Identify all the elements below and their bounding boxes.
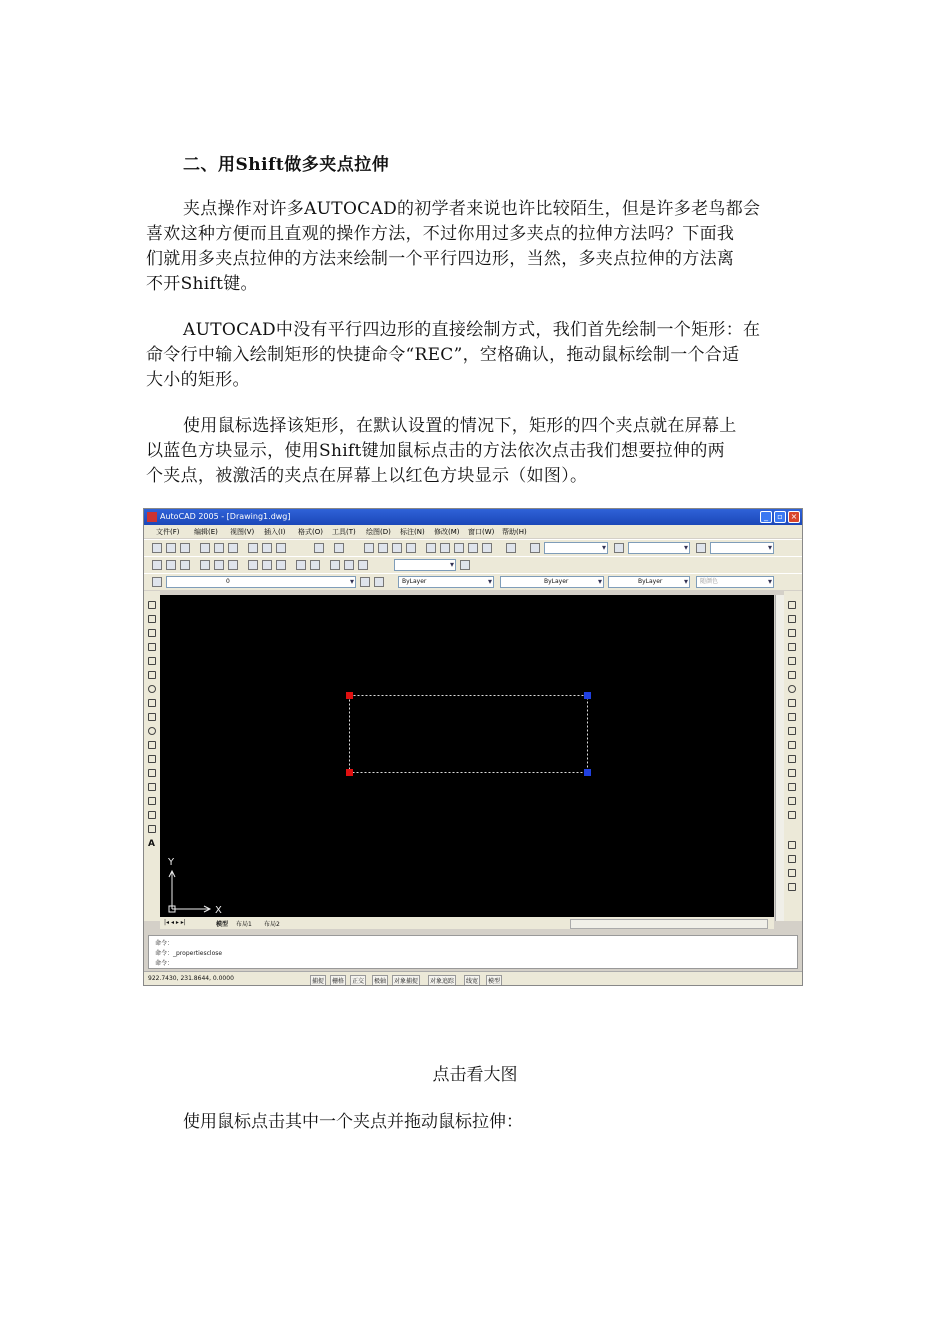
ucs-icon bbox=[169, 871, 210, 912]
p1-line: 夹点操作对许多AUTOCAD的初学者来说也许比较陌生，但是许多老鸟都会 bbox=[183, 199, 761, 219]
polygon-icon[interactable] bbox=[148, 643, 156, 651]
radius-dim-icon[interactable] bbox=[200, 560, 210, 570]
p1-line: 喜欢这种方便而且直观的操作方法，不过你用过多夹点的拉伸方法吗？下面我 bbox=[146, 224, 735, 244]
bring-above-icon[interactable] bbox=[788, 883, 796, 891]
dim-style-combo-2[interactable] bbox=[394, 559, 456, 571]
polyline-icon[interactable] bbox=[148, 629, 156, 637]
p3-line: 以蓝色方块显示，使用Shift键加鼠标点击的方法依次点击我们想要拉伸的两 bbox=[146, 441, 725, 461]
region-icon[interactable] bbox=[148, 811, 156, 819]
grip-bottom-left[interactable] bbox=[346, 769, 353, 776]
markup-icon[interactable] bbox=[482, 543, 492, 553]
snap-button[interactable]: 捕捉 bbox=[310, 975, 326, 986]
dim-style-combo[interactable] bbox=[628, 542, 690, 554]
cut-icon[interactable] bbox=[248, 543, 258, 553]
revision-cloud-icon[interactable] bbox=[148, 699, 156, 707]
p1-line: 不开Shift键。 bbox=[146, 274, 258, 294]
menu-help[interactable]: 帮助(H) bbox=[502, 528, 527, 536]
coordinates-readout: 922.7430, 231.8644, 0.0000 bbox=[148, 975, 234, 982]
stretch-icon[interactable] bbox=[788, 713, 796, 721]
continue-dim-icon[interactable] bbox=[276, 560, 286, 570]
window-title: AutoCAD 2005 - [Drawing1.dwg] bbox=[160, 512, 291, 521]
grip-bottom-right[interactable] bbox=[584, 769, 591, 776]
grip-top-left[interactable] bbox=[346, 692, 353, 699]
redo-icon[interactable] bbox=[334, 543, 344, 553]
command-line-1: 命令： bbox=[155, 940, 174, 947]
menu-edit[interactable]: 编辑(E) bbox=[194, 528, 218, 536]
zoom-previous-icon[interactable] bbox=[406, 543, 416, 553]
ucs-y-label: Y bbox=[168, 857, 175, 868]
rectangle-icon[interactable] bbox=[148, 657, 156, 665]
ellipse-icon[interactable] bbox=[148, 727, 156, 735]
ordinate-dim-icon[interactable] bbox=[180, 560, 190, 570]
publish-icon[interactable] bbox=[228, 543, 238, 553]
ellipse-arc-icon[interactable] bbox=[148, 741, 156, 749]
lineweight-combo[interactable] bbox=[608, 576, 690, 588]
horizontal-scrollbar[interactable] bbox=[570, 919, 768, 929]
paste-icon[interactable] bbox=[276, 543, 286, 553]
menu-insert[interactable]: 插入(I) bbox=[264, 528, 286, 536]
tab-layout2[interactable]: 布局2 bbox=[264, 921, 280, 928]
point-icon[interactable] bbox=[148, 783, 156, 791]
center-mark-icon[interactable] bbox=[310, 560, 320, 570]
make-current-icon[interactable] bbox=[360, 577, 370, 587]
insert-block-icon[interactable] bbox=[148, 755, 156, 763]
linetype-value: ByLayer bbox=[544, 578, 569, 585]
layer-previous-icon[interactable] bbox=[374, 577, 384, 587]
menu-draw[interactable]: 绘图(D) bbox=[366, 528, 391, 536]
draw-toolbar bbox=[144, 591, 160, 921]
osnap-button[interactable]: 对象捕捉 bbox=[392, 975, 420, 986]
p2-line: 大小的矩形。 bbox=[146, 370, 250, 390]
save-icon[interactable] bbox=[180, 543, 190, 553]
erase-icon[interactable] bbox=[788, 601, 796, 609]
tolerance-icon[interactable] bbox=[296, 560, 306, 570]
grid-button[interactable]: 栅格 bbox=[330, 975, 346, 986]
command-window[interactable] bbox=[148, 935, 798, 969]
rotate-icon[interactable] bbox=[788, 685, 796, 693]
circle-icon[interactable] bbox=[148, 685, 156, 693]
design-center-icon[interactable] bbox=[440, 543, 450, 553]
minimize-button[interactable]: _ bbox=[760, 511, 772, 523]
offset-icon[interactable] bbox=[788, 643, 796, 651]
hatch-icon[interactable] bbox=[148, 797, 156, 805]
dim-text-edit-icon[interactable] bbox=[344, 560, 354, 570]
ortho-button[interactable]: 正交 bbox=[350, 975, 366, 986]
plotstyle-value: 随颜色 bbox=[700, 578, 719, 585]
linear-dim-icon[interactable] bbox=[152, 560, 162, 570]
spline-icon[interactable] bbox=[148, 713, 156, 721]
line-icon[interactable] bbox=[148, 601, 156, 609]
mirror-icon[interactable] bbox=[788, 629, 796, 637]
command-line-2: 命令：_propertiesclose bbox=[155, 950, 223, 957]
dim-style-manager-icon[interactable] bbox=[460, 560, 470, 570]
maximize-button[interactable]: ▫ bbox=[774, 511, 786, 523]
otrack-button[interactable]: 对象追踪 bbox=[428, 975, 456, 986]
table-icon[interactable] bbox=[148, 825, 156, 833]
send-back-icon[interactable] bbox=[788, 869, 796, 877]
grip-top-right[interactable] bbox=[584, 692, 591, 699]
modify-toolbar bbox=[784, 591, 802, 921]
chamfer-icon[interactable] bbox=[788, 783, 796, 791]
draw-order-icon[interactable] bbox=[788, 841, 796, 849]
plotstyle-combo[interactable] bbox=[696, 576, 774, 588]
selected-rectangle[interactable] bbox=[350, 696, 588, 773]
extend-icon[interactable] bbox=[788, 741, 796, 749]
tool-palettes-icon[interactable] bbox=[454, 543, 464, 553]
ucs-x-label: X bbox=[215, 905, 222, 916]
fillet-icon[interactable] bbox=[788, 797, 796, 805]
aligned-dim-icon[interactable] bbox=[166, 560, 176, 570]
copy-icon[interactable] bbox=[262, 543, 272, 553]
menu-format[interactable]: 格式(O) bbox=[298, 528, 323, 536]
menu-window[interactable]: 窗口(W) bbox=[468, 528, 495, 536]
table-style-icon[interactable] bbox=[696, 543, 706, 553]
linetype-combo[interactable] bbox=[500, 576, 604, 588]
title-bar bbox=[144, 509, 802, 525]
autocad-screenshot[interactable] bbox=[143, 508, 803, 986]
drawing-svg bbox=[160, 595, 774, 917]
p3-line: 个夹点，被激活的夹点在屏幕上以红色方块显示（如图）。 bbox=[146, 466, 588, 486]
pan-icon[interactable] bbox=[364, 543, 374, 553]
paragraph-4: 使用鼠标点击其中一个夹点并拖动鼠标拉伸： bbox=[183, 1112, 523, 1132]
layer-value: 0 bbox=[226, 578, 230, 585]
dim-edit-icon[interactable] bbox=[330, 560, 340, 570]
section-heading: 二、用Shift做多夹点拉伸 bbox=[183, 155, 390, 175]
close-button[interactable]: × bbox=[788, 511, 800, 523]
table-style-combo[interactable] bbox=[710, 542, 774, 554]
menu-file[interactable]: 文件(F) bbox=[156, 528, 180, 536]
menu-dimension[interactable]: 标注(N) bbox=[400, 528, 425, 536]
properties-icon[interactable] bbox=[426, 543, 436, 553]
zoom-realtime-icon[interactable] bbox=[378, 543, 388, 553]
make-block-icon[interactable] bbox=[148, 769, 156, 777]
move-icon[interactable] bbox=[788, 671, 796, 679]
array-icon[interactable] bbox=[788, 657, 796, 665]
undo-icon[interactable] bbox=[314, 543, 324, 553]
tab-layout1[interactable]: 布局1 bbox=[236, 921, 252, 928]
command-prompt[interactable]: 命令： bbox=[155, 960, 174, 967]
status-bar bbox=[144, 971, 802, 986]
dim-update-icon[interactable] bbox=[358, 560, 368, 570]
zoom-window-icon[interactable] bbox=[392, 543, 402, 553]
lineweight-button[interactable]: 线宽 bbox=[464, 975, 480, 986]
p2-line: AUTOCAD中没有平行四边形的直接绘制方式，我们首先绘制一个矩形：在 bbox=[183, 320, 761, 340]
open-icon[interactable] bbox=[166, 543, 176, 553]
print-icon[interactable] bbox=[200, 543, 210, 553]
menu-tools[interactable]: 工具(T) bbox=[332, 528, 356, 536]
tab-nav-arrows[interactable]: |◂ ◂ ▸ ▸| bbox=[164, 919, 186, 926]
paragraph-3 bbox=[146, 414, 806, 489]
bring-front-icon[interactable] bbox=[788, 855, 796, 863]
drawing-canvas[interactable] bbox=[160, 595, 774, 917]
app-icon bbox=[147, 512, 157, 522]
help-icon[interactable] bbox=[506, 543, 516, 553]
baseline-dim-icon[interactable] bbox=[262, 560, 272, 570]
color-value: ByLayer bbox=[402, 578, 427, 585]
quick-dim-icon[interactable] bbox=[248, 560, 258, 570]
polar-button[interactable]: 极轴 bbox=[372, 975, 388, 986]
arc-icon[interactable] bbox=[148, 671, 156, 679]
diameter-dim-icon[interactable] bbox=[214, 560, 224, 570]
mtext-icon[interactable]: A bbox=[148, 839, 155, 849]
copy-object-icon[interactable] bbox=[788, 615, 796, 623]
color-combo[interactable] bbox=[398, 576, 494, 588]
text-style-icon[interactable] bbox=[530, 543, 540, 553]
p2-line: 命令行中输入绘制矩形的快捷命令“REC”，空格确认，拖动鼠标绘制一个合适 bbox=[146, 345, 740, 365]
menu-view[interactable]: 视图(V) bbox=[230, 528, 255, 536]
sheet-set-icon[interactable] bbox=[468, 543, 478, 553]
text-style-combo[interactable] bbox=[544, 542, 608, 554]
trim-icon[interactable] bbox=[788, 727, 796, 735]
scale-icon[interactable] bbox=[788, 699, 796, 707]
dimension-toolbar bbox=[144, 556, 802, 573]
menu-bar bbox=[144, 525, 802, 538]
join-icon[interactable] bbox=[788, 769, 796, 777]
dim-style-icon[interactable] bbox=[614, 543, 624, 553]
tab-model[interactable]: 模型 bbox=[216, 921, 229, 928]
new-icon[interactable] bbox=[152, 543, 162, 553]
preview-icon[interactable] bbox=[214, 543, 224, 553]
menu-modify[interactable]: 修改(M) bbox=[434, 528, 460, 536]
angular-dim-icon[interactable] bbox=[228, 560, 238, 570]
standard-toolbar bbox=[144, 539, 802, 556]
layer-combo[interactable] bbox=[166, 576, 356, 588]
explode-icon[interactable] bbox=[788, 811, 796, 819]
break-icon[interactable] bbox=[788, 755, 796, 763]
layer-manager-icon[interactable] bbox=[152, 577, 162, 587]
paragraph-2 bbox=[146, 318, 806, 393]
p1-line: 们就用多夹点拉伸的方法来绘制一个平行四边形，当然，多夹点拉伸的方法离 bbox=[146, 249, 735, 269]
model-button[interactable]: 模型 bbox=[486, 975, 502, 986]
construction-line-icon[interactable] bbox=[148, 615, 156, 623]
layout-tabs bbox=[160, 917, 774, 929]
layers-toolbar bbox=[144, 573, 802, 590]
p3-line: 使用鼠标选择该矩形，在默认设置的情况下，矩形的四个夹点就在屏幕上 bbox=[183, 416, 737, 436]
image-caption-link[interactable]: 点击看大图 bbox=[432, 1065, 518, 1085]
lineweight-value: ByLayer bbox=[638, 578, 663, 585]
paragraph-1 bbox=[146, 197, 806, 297]
